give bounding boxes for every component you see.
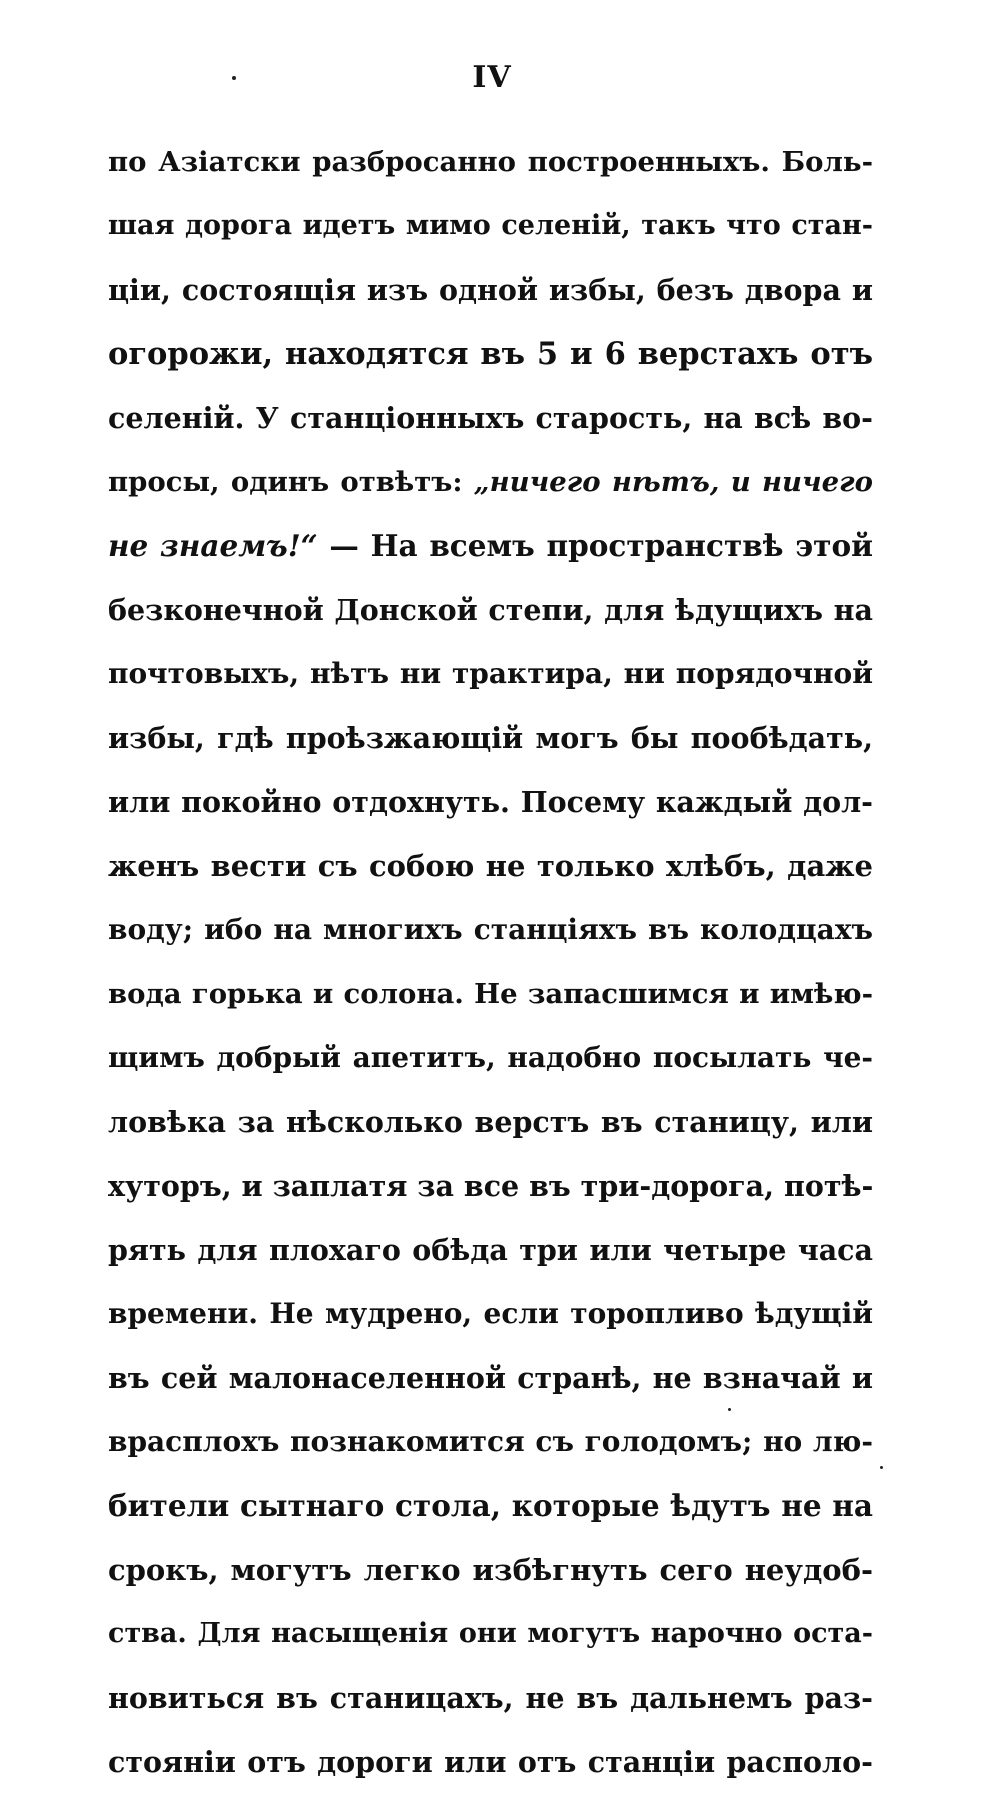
page-number: IV: [472, 60, 512, 95]
line-text: огорожи, находятся въ 5 и 6 верстахъ отъ: [108, 336, 873, 372]
line-text: селеній. У станціонныхъ старость, на всѣ во-: [108, 401, 873, 435]
text-line: [108, 194, 873, 258]
italic-text: „ничего нѣтъ, и ничего: [473, 466, 873, 498]
text-line: [108, 770, 873, 834]
line-text: времени. Не мудрено, если торопливо ѣдущій: [108, 1297, 873, 1330]
line-text: шая дорога идетъ мимо селеній, такъ что стан-: [108, 210, 873, 241]
text-line: [108, 1730, 873, 1794]
line-text: вода горька и солона. Не запасшимся и имѣю-: [108, 978, 873, 1010]
line-text: щимъ добрый апетитъ, надобно посылать че-: [108, 1041, 873, 1074]
body-text: [108, 130, 873, 1794]
text-line: [108, 1474, 873, 1538]
print-speck: [232, 76, 236, 80]
line-text: рять для плохаго обѣда три или четыре часа: [108, 1233, 873, 1267]
line-text: бители сытнаго стола, которые ѣдутъ не на: [108, 1488, 873, 1523]
text-line: [108, 1026, 873, 1090]
text-line: [108, 898, 873, 962]
text-line: [108, 1090, 873, 1154]
line-text: просы, одинъ отвѣтъ:: [108, 466, 474, 498]
text-line: [108, 1154, 873, 1218]
line-text: или покойно отдохнуть. Посему каждый дол-: [108, 785, 873, 819]
line-text: ціи, состоящія изъ одной избы, безъ двора и: [108, 273, 873, 307]
text-line: [108, 1602, 873, 1666]
line-text: хуторъ, и заплатя за все въ три-дорога, потѣ-: [108, 1169, 874, 1203]
text-line: [108, 514, 873, 578]
text-line: [108, 386, 873, 450]
text-line: [108, 258, 873, 322]
text-line: [108, 1538, 873, 1602]
text-line: [108, 578, 873, 642]
text-line: [108, 1346, 873, 1410]
text-line: [108, 322, 873, 386]
text-line: [108, 834, 873, 898]
text-line: [108, 1218, 873, 1282]
line-text: по Азіатски разбросанно построенныхъ. Боль-: [108, 146, 873, 178]
line-text: въ сей малонаселенной странѣ, не взначай и: [108, 1361, 873, 1395]
text-line: [108, 450, 873, 514]
line-text: женъ вести съ собою не только хлѣбъ, даже: [108, 849, 873, 883]
text-line: [108, 130, 873, 194]
line-text: ловѣка за нѣсколько верстъ въ станицу, или: [108, 1105, 873, 1139]
line-text: новиться въ станицахъ, не въ дальнемъ раз-: [108, 1681, 873, 1715]
text-line: [108, 1282, 873, 1346]
line-text: избы, гдѣ проѣзжающій могъ бы пообѣдать,: [108, 721, 873, 755]
line-text: врасплохъ познакомится съ голодомъ; но лю-: [108, 1425, 873, 1458]
line-text: ства. Для насыщенія они могутъ нарочно оста-: [108, 1618, 873, 1649]
line-text: безконечной Донской степи, для ѣдущихъ на: [108, 593, 873, 627]
text-line: [108, 706, 873, 770]
print-speck: [880, 1466, 883, 1469]
line-text: срокъ, могутъ легко избѣгнуть сего неудоб-: [108, 1553, 873, 1587]
line-text: — На всемъ пространствѣ этой: [317, 528, 874, 563]
line-text: воду; ибо на многихъ станціяхъ въ колодцахъ: [108, 913, 873, 946]
text-line: [108, 962, 873, 1026]
text-line: [108, 1666, 873, 1730]
text-line: [108, 1410, 873, 1474]
line-text: почтовыхъ, нѣтъ ни трактира, ни порядочной: [108, 657, 873, 690]
line-text: стояніи отъ дороги или отъ станціи располо-: [108, 1745, 873, 1779]
italic-text: не знаемъ!“: [108, 528, 318, 563]
text-line: [108, 642, 873, 706]
